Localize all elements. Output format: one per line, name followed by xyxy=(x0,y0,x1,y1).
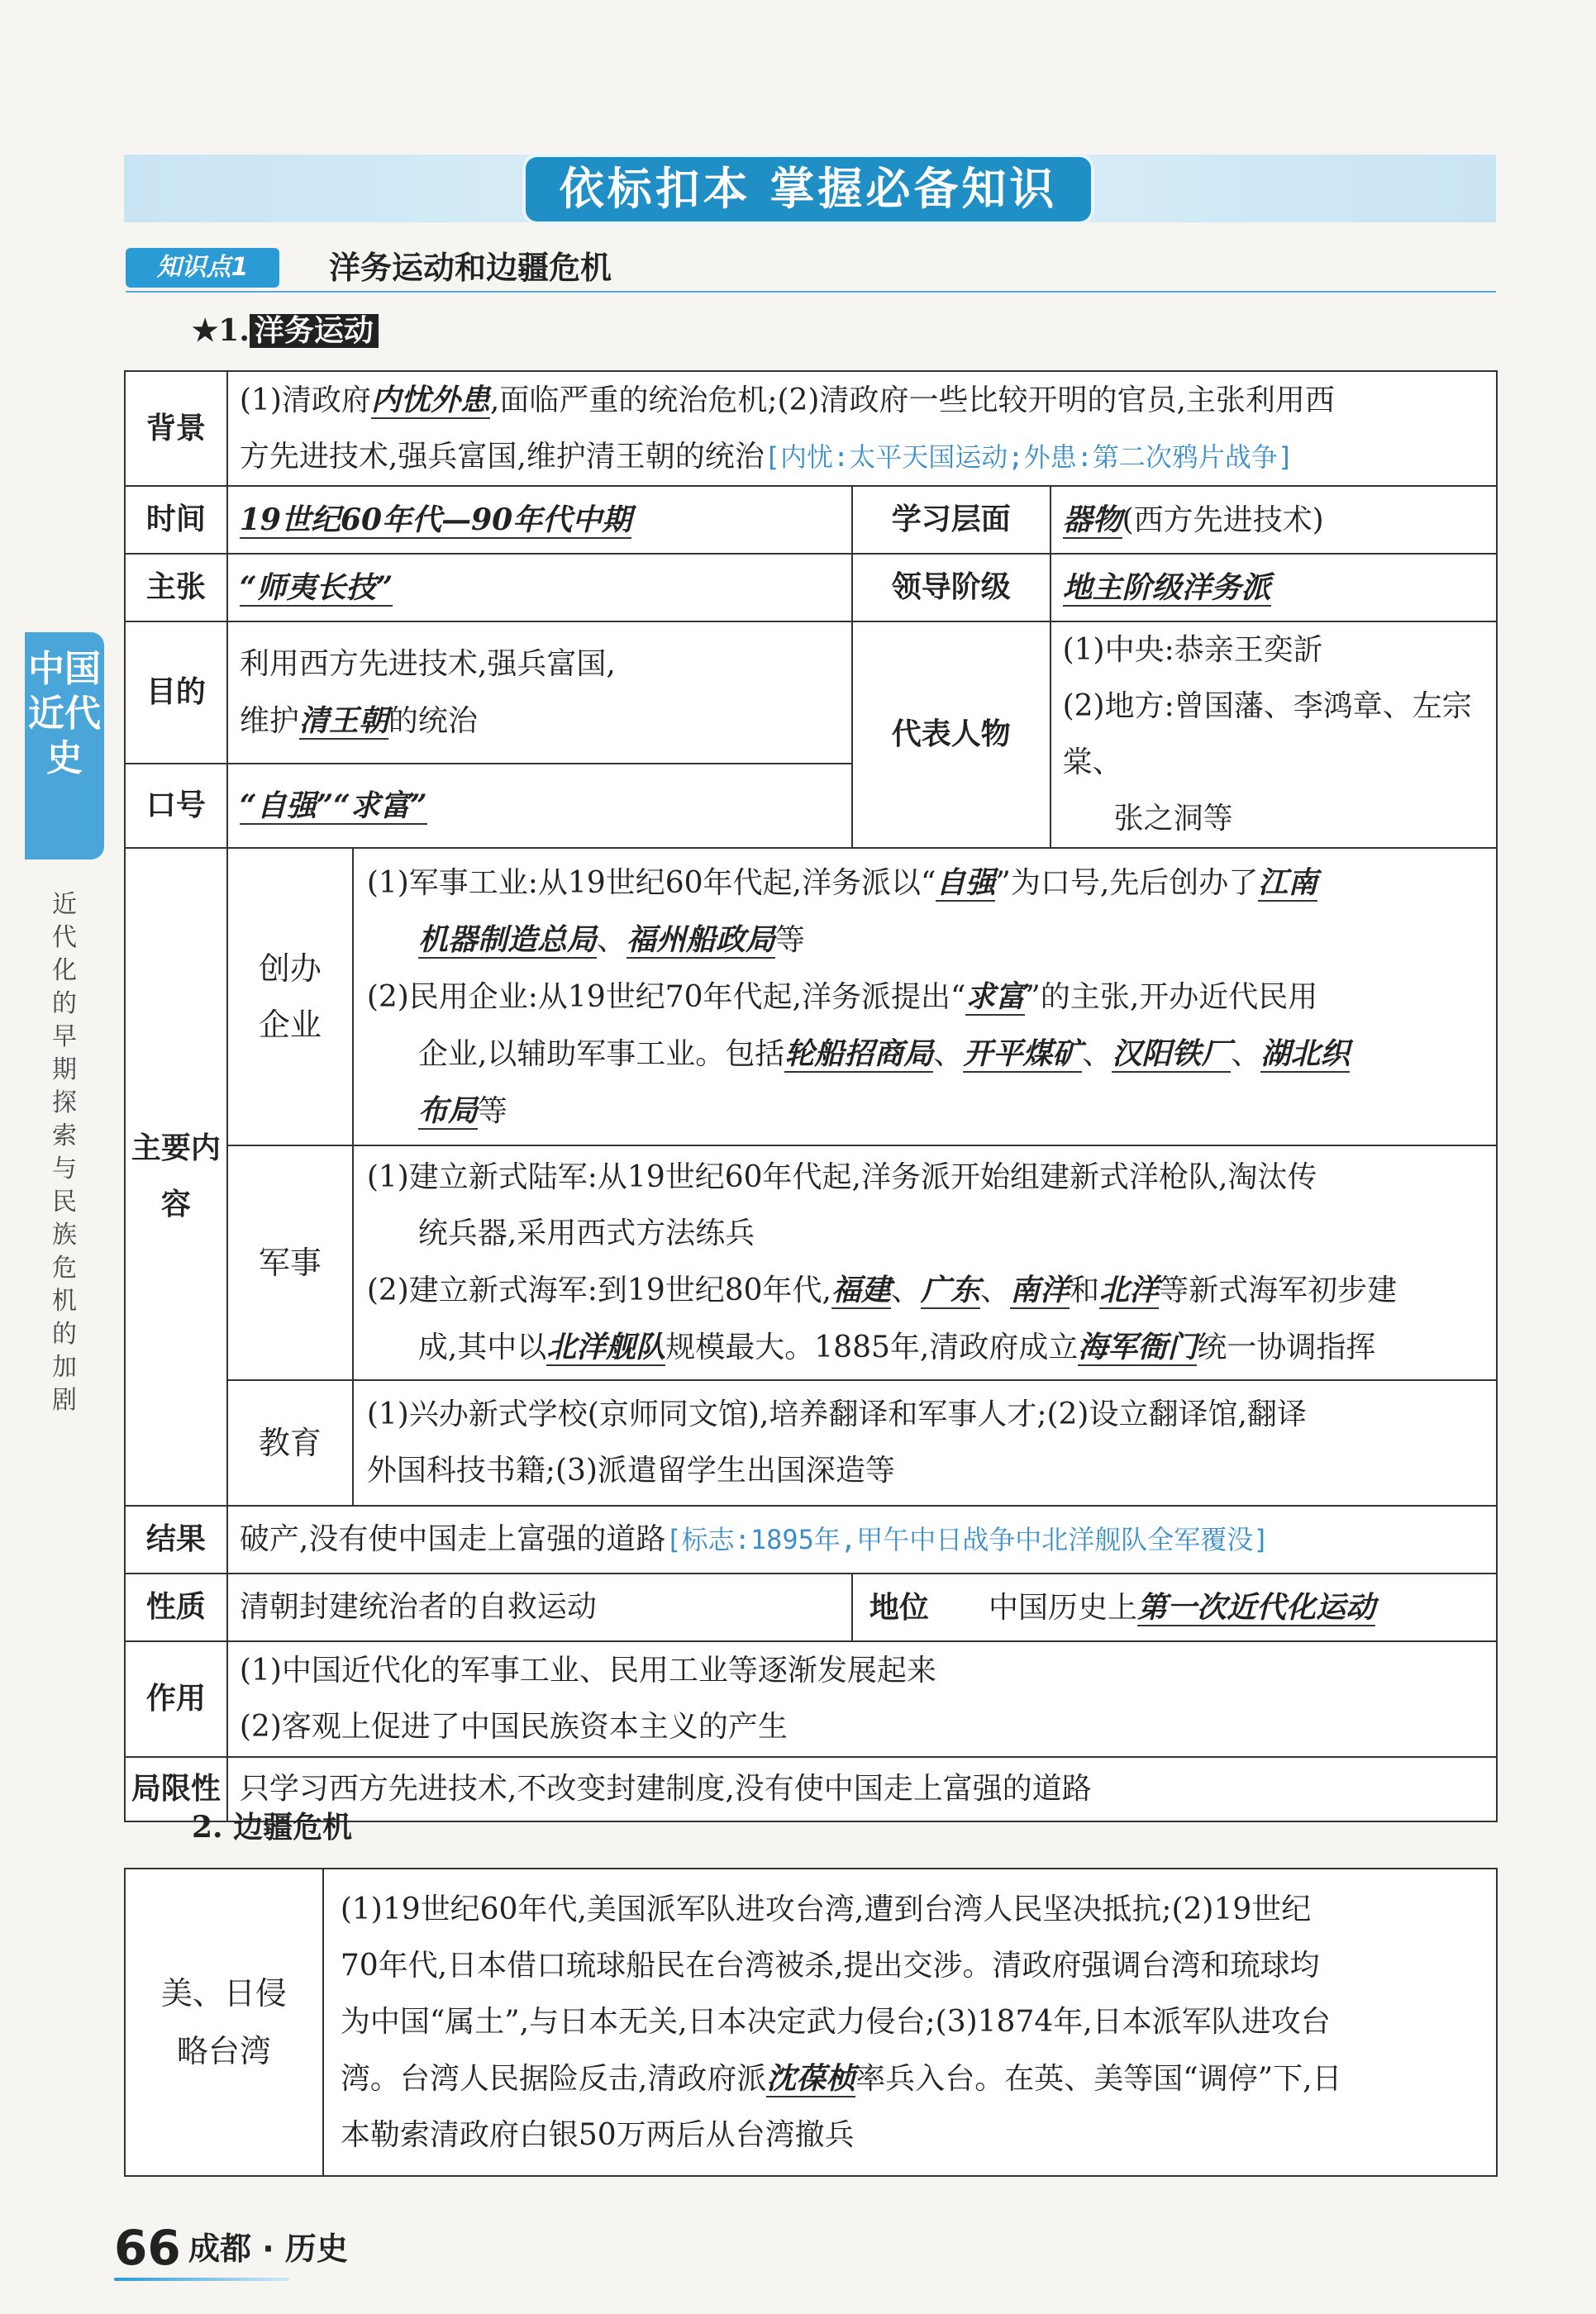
row-background xyxy=(125,371,1497,486)
row-time: 时间 19世纪60年代—90年代中期 学习层面 器物(西方先进技术) xyxy=(125,486,1497,554)
row-slogan: 口号 “自强”“求富” xyxy=(125,764,1497,848)
knowledge-point-badge: 知识点1 xyxy=(126,248,279,288)
label-background: 背景 xyxy=(125,371,227,486)
row-claim: 主张 “师夷长技” 领导阶级 地主阶级洋务派 xyxy=(125,554,1497,621)
row-nature: 性质 清朝封建统治者的自救运动 地位 中国历史上第一次近代化运动 xyxy=(125,1574,1497,1641)
banner-title: 依标扣本 掌握必备知识 xyxy=(526,157,1091,221)
label-taiwan: 美、日侵略台湾 xyxy=(125,1869,323,2176)
knowledge-point-title: 洋务运动和边疆危机 xyxy=(329,250,612,286)
row-found-enterprise: 主要内容 创办企业 (1)军事工业:从19世纪60年代起,洋务派以“自强”为口号,先后创办了江南 机器制造总局、福州船政局等 (2)民用企业:从19世纪70年代起,洋务派提出“求富”的主张,开办近代民用 企业,以辅助军事工业。包括轮船招商局、开平煤矿、汉阳铁厂、湖北织 布局等 xyxy=(125,848,1497,1145)
side-tab: 中国近代史 xyxy=(25,632,104,859)
section-1-box: 洋务运动 xyxy=(250,314,379,348)
row-military: 军事 (1)建立新式陆军:从19世纪60年代起,洋务派开始组建新式洋枪队,淘汰传 统兵器,采用西式方法练兵 (2)建立新式海军:到19世纪80年代,福建、广东、南洋和北洋等新式海军初步建 成,其中以北洋舰队规模最大。1885年,清政府成立海军衙门统一协调指挥 xyxy=(125,1145,1497,1380)
row-purpose: 目的 利用西方先进技术,强兵富国, 维护清王朝的统治 代表人物 (1)中央:恭亲王奕訢 (2)地方:曾国藩、李鸿章、左宗棠、 张之洞等 xyxy=(125,621,1497,764)
table-westernization xyxy=(124,370,1498,1822)
row-result: 结果 破产,没有使中国走上富强的道路[标志:1895年,甲午中日战争中北洋舰队全军覆没] xyxy=(125,1506,1497,1574)
section-1-title xyxy=(192,307,379,355)
star-prefix: ★1. xyxy=(192,313,250,348)
divider xyxy=(126,291,1496,293)
row-education: 教育 (1)兴办新式学校(京师同文馆),培养翻译和军事人才;(2)设立翻译馆,翻译 外国科技书籍;(3)派遣留学生出国深造等 xyxy=(125,1380,1497,1506)
page-number: 66 xyxy=(114,2220,181,2276)
row-limitation: 局限性 只学习西方先进技术,不改变封建制度,没有使中国走上富强的道路 xyxy=(125,1757,1497,1821)
section-2-title: 2. 边疆危机 xyxy=(192,1810,353,1845)
side-chapter-text: 近代化的早期探索与民族危机的加剧 xyxy=(52,890,77,1415)
row-effect: 作用 (1)中国近代化的军事工业、民用工业等逐渐发展起来 (2)客观上促进了中国民族资本主义的产生 xyxy=(125,1641,1497,1757)
cell-background: (1)清政府内忧外患,面临严重的统治危机;(2)清政府一些比较开明的官员,主张利用西 方先进技术,强兵富国,维护清王朝的统治[内忧:太平天国运动;外患:第二次鸦片战争] xyxy=(227,371,1497,486)
table-border-crisis: 美、日侵略台湾 (1)19世纪60年代,美国派军队进攻台湾,遭到台湾人民坚决抵抗;(2)19世纪 70年代,日本借口琉球船民在台湾被杀,提出交涉。清政府强调台湾和琉球均 为中国“属土”,与日本无关,日本决定武力侵台;(3)1874年,日本派军队进攻台 湾。台湾人民据险反击,清政府派沈葆桢率兵入台。在英、美等国“调停”下,日 本勒索清政府白银50万两后从台湾撤兵 xyxy=(124,1868,1498,2177)
footer-underline xyxy=(114,2278,289,2281)
footer-label: 成都 · 历史 xyxy=(188,2231,348,2267)
note-background: [内忧:太平天国运动;外患:第二次鸦片战争] xyxy=(764,441,1294,473)
